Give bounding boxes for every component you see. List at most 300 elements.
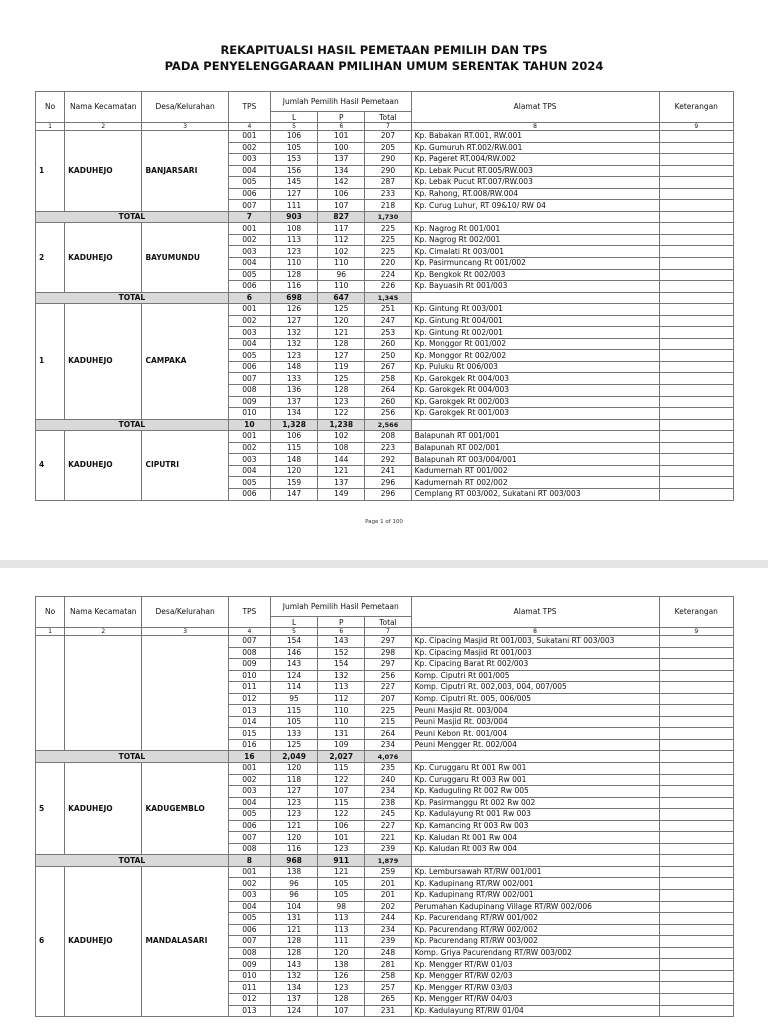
voters-male: 124 xyxy=(270,1005,317,1017)
voters-male: 104 xyxy=(270,901,317,913)
voters-male: 123 xyxy=(270,797,317,809)
col-header-keterangan: Keterangan xyxy=(659,597,733,628)
col-header-alamat: Alamat TPS xyxy=(411,92,659,123)
remarks xyxy=(659,304,733,316)
voters-male: 131 xyxy=(270,913,317,925)
tps-address: Kadumernah RT 001/002 xyxy=(411,465,659,477)
total-voters: 4,076 xyxy=(365,751,411,763)
voters-female: 107 xyxy=(318,1005,365,1017)
voters-female: 123 xyxy=(318,396,365,408)
voters-male: 133 xyxy=(270,728,317,740)
remarks xyxy=(659,843,733,855)
tps-address: Balapunah RT 003/004/001 xyxy=(411,454,659,466)
column-number: 8 xyxy=(411,123,659,131)
voters-female: 125 xyxy=(318,304,365,316)
remarks xyxy=(659,739,733,751)
voters-female: 122 xyxy=(318,408,365,420)
col-header-keterangan: Keterangan xyxy=(659,92,733,123)
voters-total: 208 xyxy=(365,431,411,443)
tps-number: 016 xyxy=(228,739,270,751)
voters-female: 138 xyxy=(318,959,365,971)
remarks xyxy=(659,465,733,477)
voters-total: 231 xyxy=(365,1005,411,1017)
voters-total: 227 xyxy=(365,820,411,832)
voters-male: 115 xyxy=(270,705,317,717)
table-row xyxy=(36,131,734,143)
tps-number: 006 xyxy=(228,281,270,293)
voters-female: 122 xyxy=(318,774,365,786)
tps-number: 006 xyxy=(228,361,270,373)
column-number: 7 xyxy=(365,628,411,636)
voters-female: 115 xyxy=(318,797,365,809)
voters-male: 127 xyxy=(270,315,317,327)
column-number: 4 xyxy=(228,628,270,636)
tps-address: Kp. Mengger RT/RW 03/03 xyxy=(411,982,659,994)
voters-male: 116 xyxy=(270,843,317,855)
voters-total: 296 xyxy=(365,477,411,489)
col-header-desa: Desa/Kelurahan xyxy=(142,92,228,123)
tps-number: 007 xyxy=(228,936,270,948)
tps-number: 011 xyxy=(228,682,270,694)
district-name: KADUHEJO xyxy=(65,431,142,500)
voters-total: 225 xyxy=(365,223,411,235)
tps-address: Kp. Garokgek Rt 002/003 xyxy=(411,396,659,408)
voters-male: 137 xyxy=(270,993,317,1005)
tps-number: 010 xyxy=(228,670,270,682)
village-number: 1 xyxy=(36,304,65,419)
tps-address: Kp. Kaludan Rt 003 Rw 004 xyxy=(411,843,659,855)
total-voters: 1,879 xyxy=(365,855,411,867)
voters-total: 218 xyxy=(365,200,411,212)
total-remarks-blank xyxy=(659,292,733,304)
tps-address: Kp. Nagrog Rt 001/001 xyxy=(411,223,659,235)
voters-total: 244 xyxy=(365,913,411,925)
tps-number: 008 xyxy=(228,385,270,397)
col-header-tps: TPS xyxy=(228,92,270,123)
total-address-blank xyxy=(411,855,659,867)
voters-female: 110 xyxy=(318,258,365,270)
column-number: 1 xyxy=(36,123,65,131)
col-header-jumlah-pemilih: Jumlah Pemilih Hasil Pemetaan xyxy=(270,597,411,617)
tps-address: Balapunah RT 001/001 xyxy=(411,431,659,443)
tps-number: 003 xyxy=(228,154,270,166)
tps-number: 002 xyxy=(228,774,270,786)
voters-male: 146 xyxy=(270,647,317,659)
voters-male: 96 xyxy=(270,890,317,902)
tps-address: Balapunah RT 002/001 xyxy=(411,442,659,454)
voters-male: 132 xyxy=(270,970,317,982)
column-number: 9 xyxy=(659,628,733,636)
voters-male: 115 xyxy=(270,442,317,454)
voters-total: 235 xyxy=(365,763,411,775)
voters-total: 253 xyxy=(365,327,411,339)
voters-male: 106 xyxy=(270,131,317,143)
tps-address: Kp. Nagrog Rt 002/001 xyxy=(411,234,659,246)
tps-number: 009 xyxy=(228,959,270,971)
village-name: KADUGEMBLO xyxy=(142,763,228,855)
voters-total: 264 xyxy=(365,728,411,740)
total-address-blank xyxy=(411,751,659,763)
remarks xyxy=(659,454,733,466)
voters-male: 96 xyxy=(270,878,317,890)
tps-address: Peuni Masjid Rt. 003/004 xyxy=(411,716,659,728)
tps-address: Kp. Bengkok Rt 002/003 xyxy=(411,269,659,281)
voters-male: 114 xyxy=(270,682,317,694)
tps-number: 006 xyxy=(228,188,270,200)
voters-total: 215 xyxy=(365,716,411,728)
total-male: 2,049 xyxy=(270,751,317,763)
voters-male: 137 xyxy=(270,396,317,408)
remarks xyxy=(659,431,733,443)
column-number: 4 xyxy=(228,123,270,131)
village-name: CIPUTRI xyxy=(142,431,228,500)
tps-number: 013 xyxy=(228,1005,270,1017)
voters-total: 225 xyxy=(365,246,411,258)
voters-male: 125 xyxy=(270,739,317,751)
total-row xyxy=(36,211,734,223)
tps-address: Kp. Kadupinang RT/RW 002/001 xyxy=(411,890,659,902)
voters-total: 251 xyxy=(365,304,411,316)
voters-female: 112 xyxy=(318,693,365,705)
header-row xyxy=(36,92,734,112)
tps-number: 007 xyxy=(228,373,270,385)
remarks xyxy=(659,705,733,717)
voters-male: 134 xyxy=(270,408,317,420)
remarks xyxy=(659,786,733,798)
voters-male: 121 xyxy=(270,924,317,936)
voters-male: 123 xyxy=(270,350,317,362)
voters-total: 260 xyxy=(365,396,411,408)
voters-female: 117 xyxy=(318,223,365,235)
tps-number: 010 xyxy=(228,970,270,982)
tps-address: Kp. Pacurendang RT/RW 001/002 xyxy=(411,913,659,925)
voters-female: 101 xyxy=(318,131,365,143)
voters-male: 121 xyxy=(270,820,317,832)
voters-male: 95 xyxy=(270,693,317,705)
voters-male: 111 xyxy=(270,200,317,212)
tps-number: 003 xyxy=(228,327,270,339)
voters-total: 221 xyxy=(365,832,411,844)
voters-total: 256 xyxy=(365,408,411,420)
tps-address: Kp. Gintung Rt 003/001 xyxy=(411,304,659,316)
tps-number: 002 xyxy=(228,234,270,246)
voters-male: 128 xyxy=(270,947,317,959)
tps-address: Kp. Kadupinang RT/RW 002/001 xyxy=(411,878,659,890)
column-number: 5 xyxy=(270,123,317,131)
remarks xyxy=(659,200,733,212)
tps-address: Kp. Garokgek Rt 004/003 xyxy=(411,385,659,397)
col-header-no: No xyxy=(36,597,65,628)
remarks xyxy=(659,982,733,994)
voters-female: 144 xyxy=(318,454,365,466)
voters-female: 106 xyxy=(318,820,365,832)
total-label: TOTAL xyxy=(36,211,229,223)
voters-total: 247 xyxy=(365,315,411,327)
remarks xyxy=(659,223,733,235)
voters-female: 152 xyxy=(318,647,365,659)
total-address-blank xyxy=(411,419,659,431)
voters-female: 127 xyxy=(318,350,365,362)
total-remarks-blank xyxy=(659,855,733,867)
remarks xyxy=(659,924,733,936)
voters-female: 132 xyxy=(318,670,365,682)
tps-number: 004 xyxy=(228,465,270,477)
voters-total: 224 xyxy=(365,269,411,281)
remarks xyxy=(659,234,733,246)
col-header-tps: TPS xyxy=(228,597,270,628)
voters-total: 250 xyxy=(365,350,411,362)
column-number-row xyxy=(36,628,734,636)
district-name: KADUHEJO xyxy=(65,131,142,212)
voters-male: 153 xyxy=(270,154,317,166)
table-row xyxy=(36,223,734,235)
tps-number: 014 xyxy=(228,716,270,728)
voters-total: 226 xyxy=(365,281,411,293)
tps-address: Kp. Cipacing Barat Rt 002/003 xyxy=(411,659,659,671)
remarks xyxy=(659,361,733,373)
document-title: REKAPITUALSI HASIL PEMETAAN PEMILIH DAN TPS xyxy=(220,43,548,57)
voters-total: 264 xyxy=(365,385,411,397)
voters-female: 121 xyxy=(318,327,365,339)
voters-female: 137 xyxy=(318,154,365,166)
tps-address: Kp. Gumuruh RT.002/RW.001 xyxy=(411,142,659,154)
document-page-2 xyxy=(0,568,768,1024)
tps-address: Kp. Mengger RT/RW 01/03 xyxy=(411,959,659,971)
column-number: 6 xyxy=(318,628,365,636)
voters-male: 148 xyxy=(270,361,317,373)
tps-address: Kp. Mengger RT/RW 04/03 xyxy=(411,993,659,1005)
voters-female: 119 xyxy=(318,361,365,373)
tps-address: Kp. Garokgek Rt 004/003 xyxy=(411,373,659,385)
column-number: 3 xyxy=(142,628,228,636)
tps-address: Komp. Ciputri Rt. 002,003, 004, 007/005 xyxy=(411,682,659,694)
village-name xyxy=(142,636,228,751)
remarks xyxy=(659,396,733,408)
voters-female: 113 xyxy=(318,924,365,936)
tps-number: 005 xyxy=(228,350,270,362)
voters-male: 124 xyxy=(270,670,317,682)
remarks xyxy=(659,670,733,682)
voters-female: 128 xyxy=(318,385,365,397)
tps-address: Kp. Gintung Rt 002/001 xyxy=(411,327,659,339)
tps-number: 005 xyxy=(228,477,270,489)
remarks xyxy=(659,901,733,913)
remarks xyxy=(659,809,733,821)
voters-female: 131 xyxy=(318,728,365,740)
voters-female: 100 xyxy=(318,142,365,154)
voters-female: 112 xyxy=(318,234,365,246)
tps-address: Kp. Lembursawah RT/RW 001/001 xyxy=(411,866,659,878)
voters-female: 125 xyxy=(318,373,365,385)
voters-total: 257 xyxy=(365,982,411,994)
voters-female: 102 xyxy=(318,431,365,443)
district-name xyxy=(65,636,142,751)
voters-total: 223 xyxy=(365,442,411,454)
tps-number: 008 xyxy=(228,843,270,855)
voters-male: 143 xyxy=(270,659,317,671)
voters-female: 110 xyxy=(318,281,365,293)
remarks xyxy=(659,682,733,694)
voters-male: 118 xyxy=(270,774,317,786)
remarks xyxy=(659,797,733,809)
total-row xyxy=(36,751,734,763)
tps-address: Kp. Pasirmanggu Rt 002 Rw 002 xyxy=(411,797,659,809)
voters-female: 137 xyxy=(318,477,365,489)
tps-number: 002 xyxy=(228,442,270,454)
header-row xyxy=(36,597,734,617)
remarks xyxy=(659,693,733,705)
tps-number: 011 xyxy=(228,982,270,994)
total-tps-count: 6 xyxy=(228,292,270,304)
tps-number: 002 xyxy=(228,142,270,154)
col-header-jumlah-pemilih: Jumlah Pemilih Hasil Pemetaan xyxy=(270,92,411,112)
total-label: TOTAL xyxy=(36,419,229,431)
remarks xyxy=(659,820,733,832)
remarks xyxy=(659,269,733,281)
tps-number: 001 xyxy=(228,223,270,235)
voters-male: 123 xyxy=(270,246,317,258)
voters-male: 127 xyxy=(270,786,317,798)
col-header-p: P xyxy=(318,112,365,123)
voters-male: 159 xyxy=(270,477,317,489)
voters-total: 296 xyxy=(365,488,411,500)
table-row xyxy=(36,636,734,648)
voters-male: 154 xyxy=(270,636,317,648)
tps-number: 008 xyxy=(228,647,270,659)
tps-number: 006 xyxy=(228,820,270,832)
district-name: KADUHEJO xyxy=(65,223,142,292)
voters-female: 113 xyxy=(318,913,365,925)
tps-address: Kp. Mengger RT/RW 02/03 xyxy=(411,970,659,982)
tps-number: 012 xyxy=(228,993,270,1005)
column-number-row xyxy=(36,123,734,131)
remarks xyxy=(659,659,733,671)
voters-male: 132 xyxy=(270,327,317,339)
recap-table-page-2 xyxy=(35,596,734,1017)
tps-number: 001 xyxy=(228,304,270,316)
voters-female: 120 xyxy=(318,947,365,959)
voters-total: 281 xyxy=(365,959,411,971)
tps-address: Kp. Garokgek Rt 001/003 xyxy=(411,408,659,420)
voters-female: 110 xyxy=(318,705,365,717)
tps-address: Komp. Griya Pacurendang RT/RW 003/002 xyxy=(411,947,659,959)
tps-number: 004 xyxy=(228,165,270,177)
voters-male: 116 xyxy=(270,281,317,293)
remarks xyxy=(659,774,733,786)
voters-female: 113 xyxy=(318,682,365,694)
tps-address: Kp. Kaduguling Rt 002 Rw 005 xyxy=(411,786,659,798)
tps-address: Peuni Mengger Rt. 002/004 xyxy=(411,739,659,751)
voters-male: 134 xyxy=(270,982,317,994)
tps-address: Peuni Masjid Rt. 003/004 xyxy=(411,705,659,717)
voters-total: 259 xyxy=(365,866,411,878)
tps-number: 002 xyxy=(228,878,270,890)
tps-address: Komp. Ciputri Rt. 005, 006/005 xyxy=(411,693,659,705)
voters-male: 105 xyxy=(270,716,317,728)
tps-address: Kp. Pacurendang RT/RW 002/002 xyxy=(411,924,659,936)
col-header-desa: Desa/Kelurahan xyxy=(142,597,228,628)
table-row xyxy=(36,763,734,775)
voters-total: 207 xyxy=(365,131,411,143)
remarks xyxy=(659,832,733,844)
tps-number: 001 xyxy=(228,866,270,878)
voters-female: 101 xyxy=(318,832,365,844)
voters-female: 96 xyxy=(318,269,365,281)
tps-address: Komp. Ciputri Rt 001/005 xyxy=(411,670,659,682)
voters-male: 113 xyxy=(270,234,317,246)
column-number: 3 xyxy=(142,123,228,131)
voters-female: 128 xyxy=(318,993,365,1005)
voters-total: 234 xyxy=(365,739,411,751)
tps-address: Kp. Kadulayung Rt 001 Rw 003 xyxy=(411,809,659,821)
voters-male: 106 xyxy=(270,431,317,443)
remarks xyxy=(659,488,733,500)
voters-female: 115 xyxy=(318,763,365,775)
voters-female: 107 xyxy=(318,786,365,798)
tps-address: Kp. Lebak Pucut RT.005/RW.003 xyxy=(411,165,659,177)
total-label: TOTAL xyxy=(36,751,229,763)
tps-address: Kp. Puluku Rt 006/003 xyxy=(411,361,659,373)
voters-total: 234 xyxy=(365,786,411,798)
total-label: TOTAL xyxy=(36,292,229,304)
voters-male: 156 xyxy=(270,165,317,177)
tps-number: 001 xyxy=(228,431,270,443)
voters-total: 287 xyxy=(365,177,411,189)
remarks xyxy=(659,636,733,648)
voters-male: 127 xyxy=(270,188,317,200)
village-number: 5 xyxy=(36,763,65,855)
remarks xyxy=(659,647,733,659)
voters-total: 207 xyxy=(365,693,411,705)
tps-number: 006 xyxy=(228,924,270,936)
table-row xyxy=(36,866,734,878)
total-label: TOTAL xyxy=(36,855,229,867)
tps-number: 005 xyxy=(228,177,270,189)
remarks xyxy=(659,281,733,293)
tps-number: 003 xyxy=(228,786,270,798)
voters-male: 147 xyxy=(270,488,317,500)
tps-number: 004 xyxy=(228,901,270,913)
tps-address: Kp. Kaludan Rt 001 Rw 004 xyxy=(411,832,659,844)
voters-total: 267 xyxy=(365,361,411,373)
col-header-total: Total xyxy=(365,617,411,628)
remarks xyxy=(659,728,733,740)
remarks xyxy=(659,315,733,327)
tps-address: Kp. Curuggaru Rt 003 Rw 001 xyxy=(411,774,659,786)
voters-female: 102 xyxy=(318,246,365,258)
district-name: KADUHEJO xyxy=(65,866,142,1016)
voters-total: 258 xyxy=(365,373,411,385)
voters-male: 123 xyxy=(270,809,317,821)
remarks xyxy=(659,165,733,177)
voters-female: 123 xyxy=(318,843,365,855)
voters-female: 149 xyxy=(318,488,365,500)
voters-female: 123 xyxy=(318,982,365,994)
district-name: KADUHEJO xyxy=(65,304,142,419)
tps-address: Kp. Cimalati Rt 003/001 xyxy=(411,246,659,258)
voters-male: 120 xyxy=(270,832,317,844)
voters-female: 143 xyxy=(318,636,365,648)
col-header-total: Total xyxy=(365,112,411,123)
voters-total: 234 xyxy=(365,924,411,936)
tps-number: 004 xyxy=(228,258,270,270)
table-row xyxy=(36,304,734,316)
total-row xyxy=(36,855,734,867)
tps-number: 005 xyxy=(228,269,270,281)
voters-female: 122 xyxy=(318,809,365,821)
col-header-l: L xyxy=(270,617,317,628)
village-number: 2 xyxy=(36,223,65,292)
